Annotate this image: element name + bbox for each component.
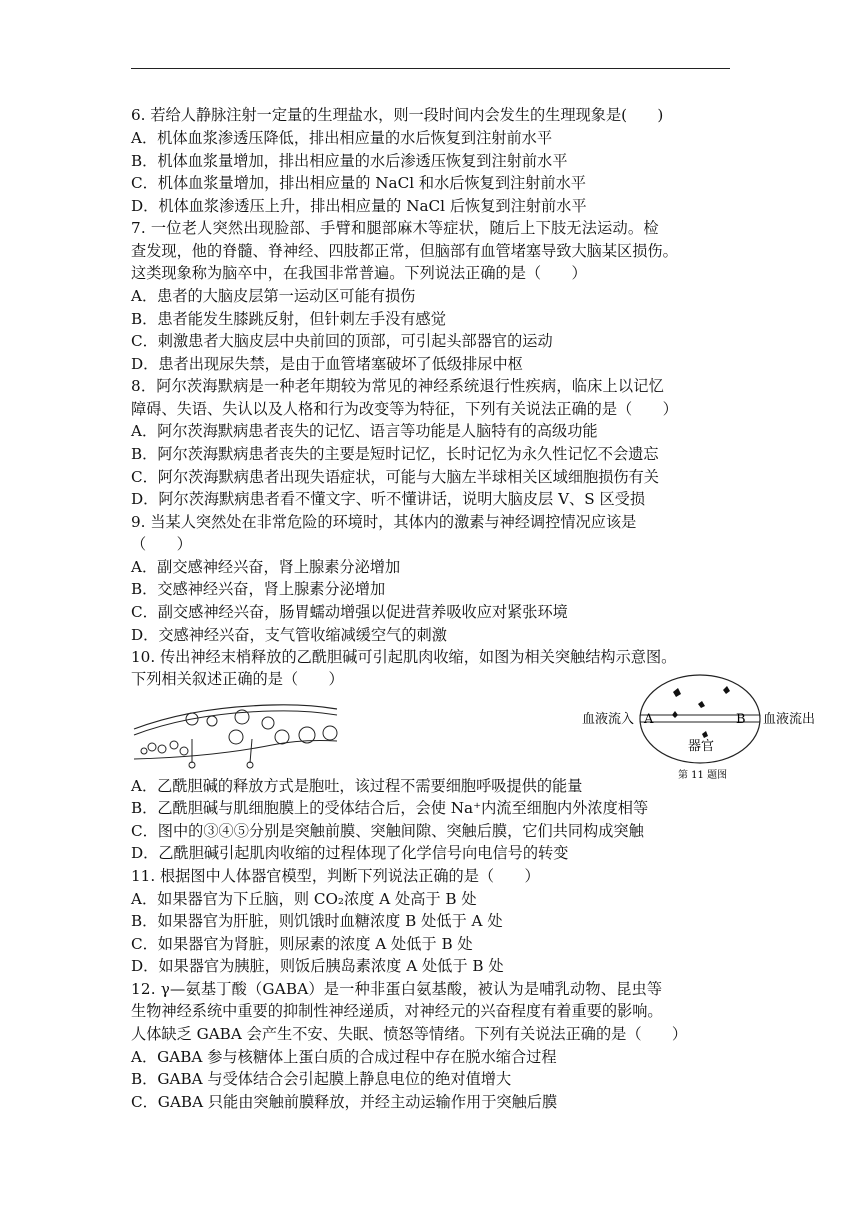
q11-option-d: D．如果器官为胰脏，则饭后胰岛素浓度 A 处低于 B 处 [131,957,504,975]
q11-option-a: A．如果器官为下丘脑，则 CO₂浓度 A 处高于 B 处 [131,890,477,908]
q6-option-a: A．机体血浆渗透压降低，排出相应量的水后恢复到注射前水平 [131,129,553,147]
q8-option-d: D．阿尔茨海默病患者看不懂文字、听不懂讲话，说明大脑皮层 V、S 区受损 [131,490,646,508]
q8-stem-line1: 8．阿尔茨海默病是一种老年期较为常见的神经系统退行性疾病，临床上以记忆 [131,377,665,395]
header-rule [131,68,730,69]
q11-stem: 11. 根据图中人体器官模型，判断下列说法正确的是（ ） [131,867,540,885]
q11-option-c: C．如果器官为肾脏，则尿素的浓度 A 处低于 B 处 [131,935,473,953]
q6-stem: 6. 若给人静脉注射一定量的生理盐水，则一段时间内会发生的生理现象是( ) [131,106,664,124]
point-b-label: B [736,712,746,727]
q6-option-d: D．机体血浆渗透压上升，排出相应量的 NaCl 后恢复到注射前水平 [131,197,587,215]
q12-stem-line2: 生物神经系统中重要的抑制性神经递质，对神经元的兴奋程度有着重要的影响。 [131,1002,663,1020]
synapse-diagram [132,699,342,769]
q9-option-b: B．交感神经兴奋，肾上腺素分泌增加 [131,580,386,598]
q8-option-b: B．阿尔茨海默病患者丧失的主要是短时记忆，长时记忆为永久性记忆不会遗忘 [131,445,659,463]
q7-option-c: C．刺激患者大脑皮层中央前回的顶部，可引起头部器官的运动 [131,332,553,350]
q10-option-d: D．乙酰胆碱引起肌肉收缩的过程体现了化学信号向电信号的转变 [131,844,569,862]
blood-outflow-label: 血液流出 [763,712,816,727]
q7-option-b: B．患者能发生膝跳反射，但针刺左手没有感觉 [131,310,446,328]
q10-option-b: B．乙酰胆碱与肌细胞膜上的受体结合后，会使 Na⁺内流至细胞内外浓度相等 [131,799,649,817]
q8-option-a: A．阿尔茨海默病患者丧失的记忆、语言等功能是人脑特有的高级功能 [131,422,598,440]
q8-option-c: C．阿尔茨海默病患者出现失语症状，可能与大脑左半球相关区域细胞损伤有关 [131,468,659,486]
organ-blood-flow-diagram [580,672,820,784]
q11-option-b: B．如果器官为肝脏，则饥饿时血糖浓度 B 处低于 A 处 [131,912,503,930]
q12-option-a: A．GABA 参与核糖体上蛋白质的合成过程中存在脱水缩合过程 [131,1048,557,1066]
q9-option-c: C．副交感神经兴奋，肠胃蠕动增强以促进营养吸收应对紧张环境 [131,603,568,621]
q12-option-b: B．GABA 与受体结合会引起膜上静息电位的绝对值增大 [131,1070,512,1088]
q7-stem-line3: 这类现象称为脑卒中，在我国非常普遍。下列说法正确的是（ ） [131,264,587,282]
organ-label: 器官 [688,739,715,754]
q10-option-a: A．乙酰胆碱的释放方式是胞吐，该过程不需要细胞呼吸提供的能量 [131,777,583,795]
q10-option-c: C．图中的③④⑤分别是突触前膜、突触间隙、突触后膜，它们共同构成突触 [131,822,644,840]
q10-stem-line2: 下列相关叙述正确的是（ ） [131,670,344,688]
q10-stem-line1: 10. 传出神经末梢释放的乙酰胆碱可引起肌肉收缩，如图为相关突触结构示意图。 [131,648,677,666]
q6-option-b: B．机体血浆量增加，排出相应量的水后渗透压恢复到注射前水平 [131,152,568,170]
q9-option-d: D．交感神经兴奋，支气管收缩减缓空气的刺激 [131,626,447,644]
figure-caption: 第 11 题图 [678,770,728,781]
q12-stem-line1: 12. γ—氨基丁酸（GABA）是一种非蛋白氨基酸，被认为是哺乳动物、昆虫等 [131,980,663,998]
q12-stem-line3: 人体缺乏 GABA 会产生不安、失眠、愤怒等情绪。下列有关说法正确的是（ ） [131,1025,688,1043]
q6-option-c: C．机体血浆量增加，排出相应量的 NaCl 和水后恢复到注射前水平 [131,174,586,192]
blood-inflow-label: 血液流入 [582,712,635,727]
q7-stem-line2: 查发现，他的脊髓、脊神经、四肢都正常，但脑部有血管堵塞导致大脑某区损伤。 [131,242,678,260]
q8-stem-line2: 障碍、失语、失认以及人格和行为改变等为特征，下列有关说法正确的是（ ） [131,400,678,418]
q7-stem-line1: 7. 一位老人突然出现脸部、手臂和腿部麻木等症状，随后上下肢无法运动。检 [131,219,659,237]
q12-option-c: C．GABA 只能由突触前膜释放，并经主动运输作用于突触后膜 [131,1093,558,1111]
q9-stem-line1: 9. 当某人突然处在非常危险的环境时，其体内的激素与神经调控情况应该是 [131,513,637,531]
q7-option-d: D．患者出现尿失禁，是由于血管堵塞破坏了低级排尿中枢 [131,355,523,373]
q9-stem-line2: （ ） [131,535,192,553]
q9-option-a: A．副交感神经兴奋，肾上腺素分泌增加 [131,558,401,576]
point-a-label: A [644,712,654,727]
q7-option-a: A．患者的大脑皮层第一运动区可能有损伤 [131,287,416,305]
